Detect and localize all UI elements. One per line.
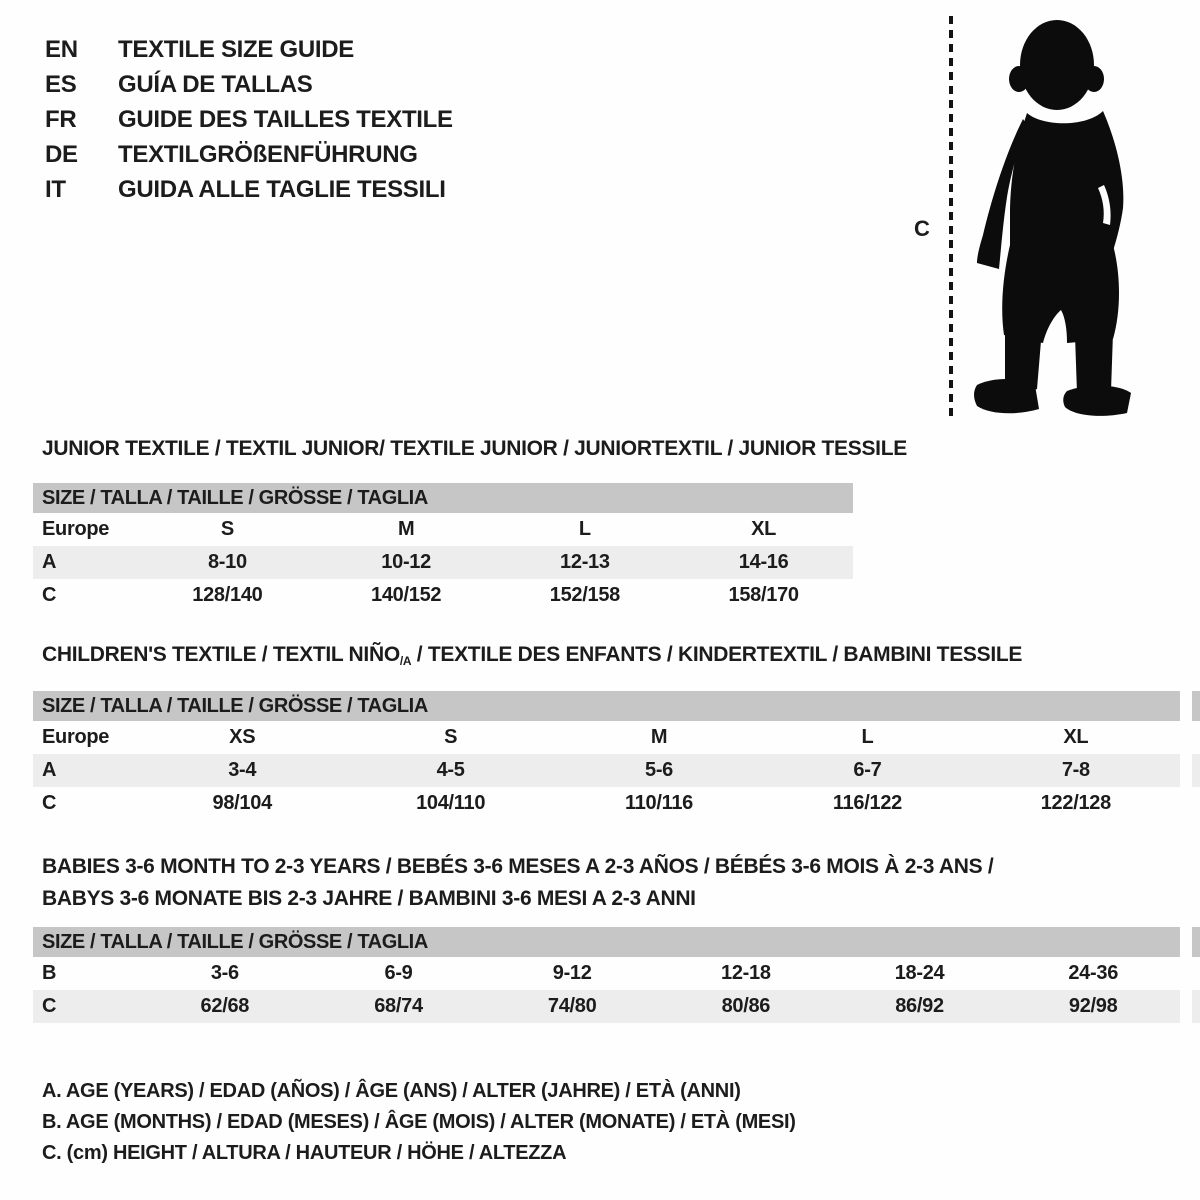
size-table-header: SIZE / TALLA / TAILLE / GRÖSSE / TAGLIA [33,691,1180,721]
height-cell: 152/158 [549,584,620,606]
height-cell: 128/140 [192,584,263,606]
age-cell: 5-6 [645,759,674,781]
height-cell: 80/86 [721,995,771,1017]
age-cell: 6-7 [853,759,882,781]
table-row [33,957,1180,990]
age-cell: 14-16 [738,551,789,573]
language-row-fr [45,102,453,137]
size-cell: M [650,726,668,748]
size-table-header: SIZE / TALLA / TAILLE / GRÖSSE / TAGLIA [33,927,1180,957]
table-edge-continuation [1192,927,1200,957]
table-row [33,546,853,579]
table-row [33,513,853,546]
junior-size-table [33,483,853,612]
footnote-a: A. AGE (YEARS) / EDAD (AÑOS) / ÂGE (ANS) / ALTER (JAHRE) / ETÀ (ANNI) [42,1080,741,1102]
age-cell: 3-4 [228,759,257,781]
size-cell: L [861,726,874,748]
size-cell: XL [1063,726,1089,748]
age-cell: 12-13 [560,551,610,573]
language-title: TEXTILE SIZE GUIDE [118,36,354,63]
height-cell: 74/80 [547,995,597,1017]
table-row [33,754,1180,787]
footnote-b: B. AGE (MONTHS) / EDAD (MESES) / ÂGE (MOIS) / ALTER (MONATE) / ETÀ (MESI) [42,1111,796,1133]
height-cell: 68/74 [374,995,423,1017]
children-size-table [33,691,1180,820]
size-cell: XL [751,518,777,540]
height-cell: 110/116 [625,792,694,814]
footnote-c: C. (cm) HEIGHT / ALTURA / HAUTEUR / HÖHE / ALTEZZA [42,1142,567,1164]
row-label: B [42,962,57,984]
children-title-post: / TEXTILE DES ENFANTS / KINDERTEXTIL / BAMBINI TESSILE [411,643,1023,666]
height-measure-label: C [914,216,930,241]
language-code: EN [45,36,78,63]
row-label: C [42,584,57,606]
age-cell: 9-12 [552,962,592,984]
language-row-en [45,32,453,67]
babies-section-title [42,851,993,915]
age-cell: 10-12 [381,551,431,573]
height-cell: 104/110 [416,792,486,814]
height-cell: 158/170 [728,584,799,606]
height-cell: 140/152 [371,584,442,606]
footnotes-block [42,1076,796,1169]
table-row [33,579,853,612]
row-label: A [42,551,57,573]
language-title: GUIDA ALLE TAGLIE TESSILI [118,176,446,203]
babies-title-line2: BABYS 3-6 MONATE BIS 2-3 JAHRE / BAMBINI 3-6 MESI A 2-3 ANNI [42,887,696,910]
table-edge-continuation [1192,990,1200,1023]
table-edge-continuation [1192,754,1200,787]
children-title-subscript: /A [399,654,412,668]
age-cell: 24-36 [1068,962,1119,984]
size-cell: L [578,518,591,540]
age-cell: 3-6 [210,962,239,984]
language-code: FR [45,106,77,133]
babies-title-line1: BABIES 3-6 MONTH TO 2-3 YEARS / BEBÉS 3-6 MESES A 2-3 AÑOS / BÉBÉS 3-6 MOIS À 2-3 ANS / [42,855,994,878]
height-cell: 92/98 [1068,995,1118,1017]
table-row [33,721,1180,754]
babies-size-table [33,927,1180,1023]
height-cell: 122/128 [1040,792,1111,814]
language-row-de [45,137,453,172]
size-cell: S [220,518,234,540]
size-cell: M [397,518,415,540]
age-cell: 4-5 [436,759,465,781]
age-cell: 6-9 [384,962,413,984]
table-row [33,990,1180,1023]
language-title: TEXTILGRÖßENFÜHRUNG [118,141,418,168]
height-cell: 98/104 [212,792,272,814]
height-cell: 62/68 [200,995,250,1017]
age-cell: 7-8 [1061,759,1090,781]
size-table-header: SIZE / TALLA / TAILLE / GRÖSSE / TAGLIA [33,483,853,513]
language-row-it [45,172,453,207]
table-edge-continuation [1192,691,1200,721]
language-code: ES [45,71,77,98]
row-label: C [42,792,57,814]
children-section-title [42,642,1022,670]
language-title-block [45,32,453,207]
language-code: DE [45,141,78,168]
junior-section-title: JUNIOR TEXTILE / TEXTIL JUNIOR/ TEXTILE JUNIOR / JUNIORTEXTIL / JUNIOR TESSILE [42,437,907,460]
size-cell: S [444,726,458,748]
height-measure-line [948,16,954,421]
language-row-es [45,67,453,102]
height-cell: 116/122 [832,792,902,814]
age-cell: 12-18 [721,962,771,984]
children-title-pre: CHILDREN'S TEXTILE / TEXTIL NIÑO [42,643,400,666]
row-label: C [42,995,57,1017]
table-row [33,787,1180,820]
size-cell: XS [229,726,256,748]
baby-silhouette-icon [963,13,1159,422]
height-cell: 86/92 [895,995,944,1017]
row-label: Europe [42,518,110,540]
age-cell: 18-24 [894,962,945,984]
row-label: A [42,759,57,781]
row-label: Europe [42,726,110,748]
language-title: GUIDE DES TAILLES TEXTILE [118,106,453,133]
language-title: GUÍA DE TALLAS [118,71,313,98]
age-cell: 8-10 [207,551,247,573]
language-code: IT [45,176,66,203]
